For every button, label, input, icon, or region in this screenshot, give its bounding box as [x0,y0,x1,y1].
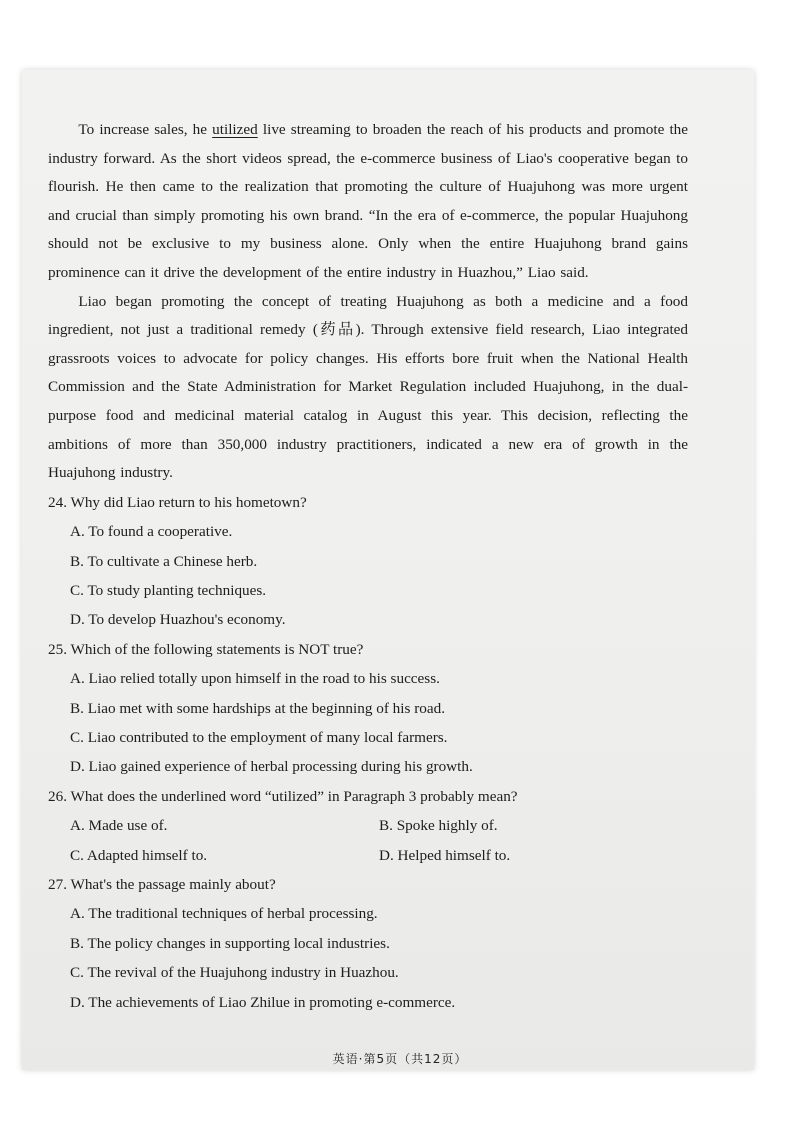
question-24 [48,488,688,635]
option-d: D. To develop Huazhou's economy. [70,611,286,629]
option-a: A. To found a cooperative. [70,523,233,541]
option-b: B. Spoke highly of. [379,817,498,835]
question-25 [48,635,688,782]
option-d: D. The achievements of Liao Zhilue in promoting e-commerce. [70,993,456,1011]
question-26 [48,782,688,870]
question-27 [48,870,688,1017]
option-c: C. The revival of the Huajuhong industry in Huazhou. [70,964,399,982]
option-b: B. To cultivate a Chinese herb. [70,552,258,570]
question-stem: 25. Which of the following statements is NOT true? [48,640,364,658]
question-stem: 27. What's the passage mainly about? [48,876,276,893]
question-stem: 26. What does the underlined word “utilized” in Paragraph 3 probably mean? [48,787,518,805]
option-c: C. To study planting techniques. [70,581,267,599]
page-footer: 英语·第5页（共12页） [332,1052,468,1066]
underlined-word: utilized [212,121,258,138]
option-row-cd [70,841,688,870]
question-stem: 24. Why did Liao return to his hometown? [48,493,307,511]
option-a: A. Liao relied totally upon himself in the road to his success. [70,670,440,688]
option-d: D. Helped himself to. [379,846,511,864]
option-c: C. Adapted himself to. [70,846,208,864]
passage-paragraph-3 [48,116,688,288]
option-a: A. The traditional techniques of herbal processing. [70,905,378,923]
option-b: B. The policy changes in supporting local industries. [70,934,390,952]
paragraph-3-rest: live streaming to broaden the reach of his products and promote the industry forward. As the short videos spread, the e-commerce business of Liao's cooperative began to flourish. He then came to the realization that promoting the culture of Huajuhong was more urgent and crucial than simply promoting his own brand. “In the era of e-commerce, the popular Huajuhong should not be exclusive to my business alone. Only when the entire Huajuhong brand gains prominence can it drive the development of the entire industry in Huazhou,” Liao said. [48,121,689,281]
exam-content [48,116,688,1017]
paragraph-3-lead: To increase sales, he [78,121,213,138]
option-a: A. Made use of. [70,817,168,835]
option-row-ab [70,811,688,840]
option-d: D. Liao gained experience of herbal processing during his growth. [70,758,473,776]
option-c: C. Liao contributed to the employment of many local farmers. [70,728,448,746]
passage-paragraph-4: Liao began promoting the concept of treating Huajuhong as both a medicine and a food ingredient, not just a traditional remedy (药品). Through extensive field research, Liao integrated grassroots voices to advocate for policy changes. His efforts bore fruit when the National Health Commission and the State Administration for Market Regulation included Huajuhong, in the dual-purpose food and medicinal material catalog in August this year. This decision, reflecting the ambitions of more than 350,000 industry practitioners, indicated a new era of growth in the Huajuhong industry. [48,292,688,482]
option-b: B. Liao met with some hardships at the beginning of his road. [70,699,445,717]
